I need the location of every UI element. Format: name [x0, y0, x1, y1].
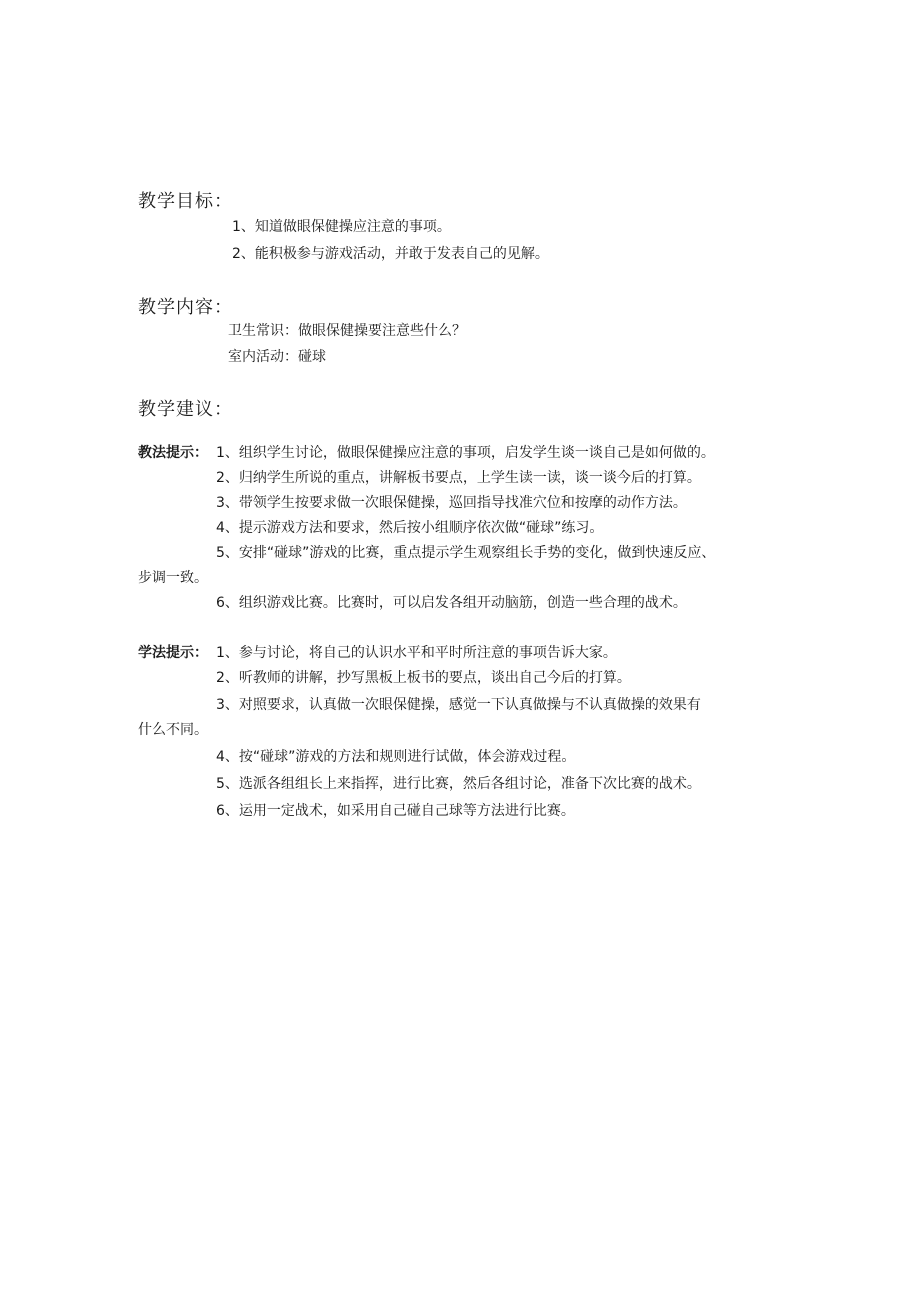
teaching-tips-label: 教法提示： [138, 445, 208, 461]
content-heading: 教学内容： [138, 297, 233, 318]
learning-tips-label: 学法提示： [138, 645, 208, 661]
content-item-1: 卫生常识：做眼保健操要注意些什么？ [228, 323, 466, 339]
teaching-tip-5-continued: 步调一致。 [138, 570, 208, 586]
learning-tip-5: 5、选派各组组长上来指挥，进行比赛，然后各组讨论，准备下次比赛的战术。 [216, 776, 701, 792]
teaching-tip-4: 4、提示游戏方法和要求，然后按小组顺序依次做“碰球”练习。 [216, 520, 604, 536]
learning-tip-2: 2、听教师的讲解，抄写黑板上板书的要点，谈出自己今后的打算。 [216, 670, 631, 686]
suggestions-heading: 教学建议： [138, 399, 233, 420]
objectives-heading: 教学目标： [138, 191, 233, 212]
learning-tip-3-continued: 什么不同。 [138, 722, 208, 738]
objective-item-2: 2、能积极参与游戏活动，并敢于发表自己的见解。 [232, 246, 549, 262]
teaching-tip-6: 6、组织游戏比赛。比赛时，可以启发各组开动脑筋，创造一些合理的战术。 [216, 595, 687, 611]
teaching-tip-2: 2、归纳学生所说的重点，讲解板书要点，上学生读一读，谈一谈今后的打算。 [216, 470, 701, 486]
learning-tip-4: 4、按“碰球”游戏的方法和规则进行试做，体会游戏过程。 [216, 749, 576, 765]
objective-item-1: 1、知道做眼保健操应注意的事项。 [232, 219, 451, 235]
teaching-tip-5: 5、安排“碰球”游戏的比赛，重点提示学生观察组长手势的变化，做到快速反应、 [216, 545, 716, 561]
learning-tip-1: 1、参与讨论，将自己的认识水平和平时所注意的事项告诉大家。 [216, 645, 617, 661]
teaching-tip-1: 1、组织学生讨论，做眼保健操应注意的事项，启发学生谈一谈自己是如何做的。 [216, 445, 715, 461]
teaching-tip-3: 3、带领学生按要求做一次眼保健操，巡回指导找准穴位和按摩的动作方法。 [216, 495, 687, 511]
learning-tip-3: 3、对照要求，认真做一次眼保健操，感觉一下认真做操与不认真做操的效果有 [216, 697, 701, 713]
content-item-2: 室内活动：碰球 [228, 349, 326, 365]
learning-tip-6: 6、运用一定战术，如采用自己碰自己球等方法进行比赛。 [216, 803, 575, 819]
